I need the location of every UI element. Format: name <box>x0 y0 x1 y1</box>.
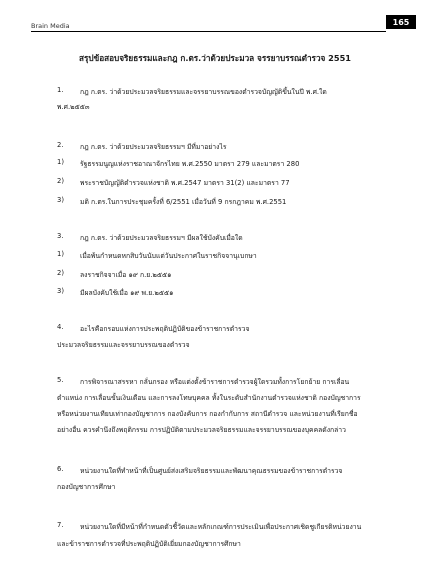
item-text: หน่วยงานใดที่มีหน้าที่กำหนดตัวชี้วัดและหลักเกณฑ์การประเมินเพื่อประกาศเชิดชูเกียรติหน่วยงาน <box>80 523 362 531</box>
item-text: หรือหน่วยงานเทียบเท่ากองบัญชาการ กองบังคับการ กองกำกับการ สถานีตำรวจ และหน่วยงานที่เรียกชื่อ <box>57 410 358 418</box>
item-answer: พ.ศ.๒๕๕๓ <box>57 103 90 111</box>
subitem-text: พระราชบัญญัติตำรวจแห่งชาติ พ.ศ.2547 มาตรา 31(2) และมาตรา 77 <box>80 179 290 187</box>
item-answer: กองบัญชาการศึกษา <box>57 483 116 491</box>
item-number: 6. <box>57 465 64 473</box>
item-text: การพิจารณาสรรหา กลั่นกรอง หรือแต่งตั้งข้าราชการตำรวจผู้ใดรวมทั้งการโยกย้าย การเลื่อน <box>80 378 350 386</box>
item-text: อะไรคือกรอบแห่งการประพฤติปฏิบัติของข้าราชการตำรวจ <box>80 325 250 333</box>
item-text: และข้าราชการตำรวจที่ประพฤติปฏิบัติเยี่ยมกองบัญชาการศึกษา <box>57 540 241 548</box>
item-text: หน่วยงานใดที่ทำหน้าที่เป็นศูนย์ส่งเสริมจริยธรรมและพัฒนาคุณธรรมของข้าราชการตำรวจ <box>80 467 343 475</box>
item-text: กฎ ก.ตร. ว่าด้วยประมวลจริยธรรมและจรรยาบรรณของตำรวจบัญญัติขึ้นในปี พ.ศ.ใด <box>80 88 327 96</box>
subitem-text: มีผลบังคับใช้เมื่อ ๑๙ พ.ย.๒๕๕๑ <box>80 289 174 297</box>
subitem-number: 2) <box>57 177 64 185</box>
item-number: 1. <box>57 86 64 94</box>
subitem-text: เมื่อพ้นกำหนดหกสิบวันนับแต่วันประกาศในราชกิจจานุเบกษา <box>80 252 257 260</box>
subitem-number: 3) <box>57 196 64 204</box>
brand-name: Brain Media <box>31 22 70 30</box>
item-number: 3. <box>57 232 64 240</box>
item-text: กฎ ก.ตร. ว่าด้วยประมวลจริยธรรมฯ มีที่มาอย่างไร <box>80 143 227 151</box>
item-answer: ประมวลจริยธรรมและจรรยาบรรณของตำรวจ <box>57 341 190 349</box>
subitem-text: ลงราชกิจจาเมื่อ ๑๙ ก.ย.๒๕๕๑ <box>80 271 172 279</box>
page-number-badge: 165 <box>386 15 416 29</box>
item-number: 7. <box>57 521 64 529</box>
subitem-number: 2) <box>57 269 64 277</box>
item-text: อย่างอื่น ควรคำนึงถึงพฤติกรรม การปฏิบัติตามประมวลจริยธรรมและจรรยาบรรณของบุคคลดังกล่าว <box>57 426 346 434</box>
subitem-text: รัฐธรรมนูญแห่งราชอาณาจักรไทย พ.ศ.2550 มาตรา 279 และมาตรา 280 <box>80 160 300 168</box>
item-text: ตำแหน่ง การเลื่อนขั้นเงินเดือน และการลงโทษบุคคล ทั้งในระดับสำนักงานตำรวจแห่งชาติ กองบัญชาการ <box>57 394 361 402</box>
subitem-number: 1) <box>57 250 64 258</box>
subitem-number: 1) <box>57 158 64 166</box>
item-text: กฎ ก.ตร. ว่าด้วยประมวลจริยธรรมฯ มีผลใช้บังคับเมื่อใด <box>80 234 243 242</box>
document-title: สรุปข้อสอบจริยธรรมและกฎ ก.ตร.ว่าด้วยประมวล จรรยาบรรณตำรวจ 2551 <box>79 53 351 63</box>
header-divider <box>31 31 386 32</box>
subitem-text: มติ ก.ตร.ในการประชุมครั้งที่ 6/2551 เมื่อวันที่ 9 กรกฎาคม พ.ศ.2551 <box>80 198 287 206</box>
item-number: 2. <box>57 141 64 149</box>
item-number: 5. <box>57 376 64 384</box>
subitem-number: 3) <box>57 287 64 295</box>
item-number: 4. <box>57 323 64 331</box>
